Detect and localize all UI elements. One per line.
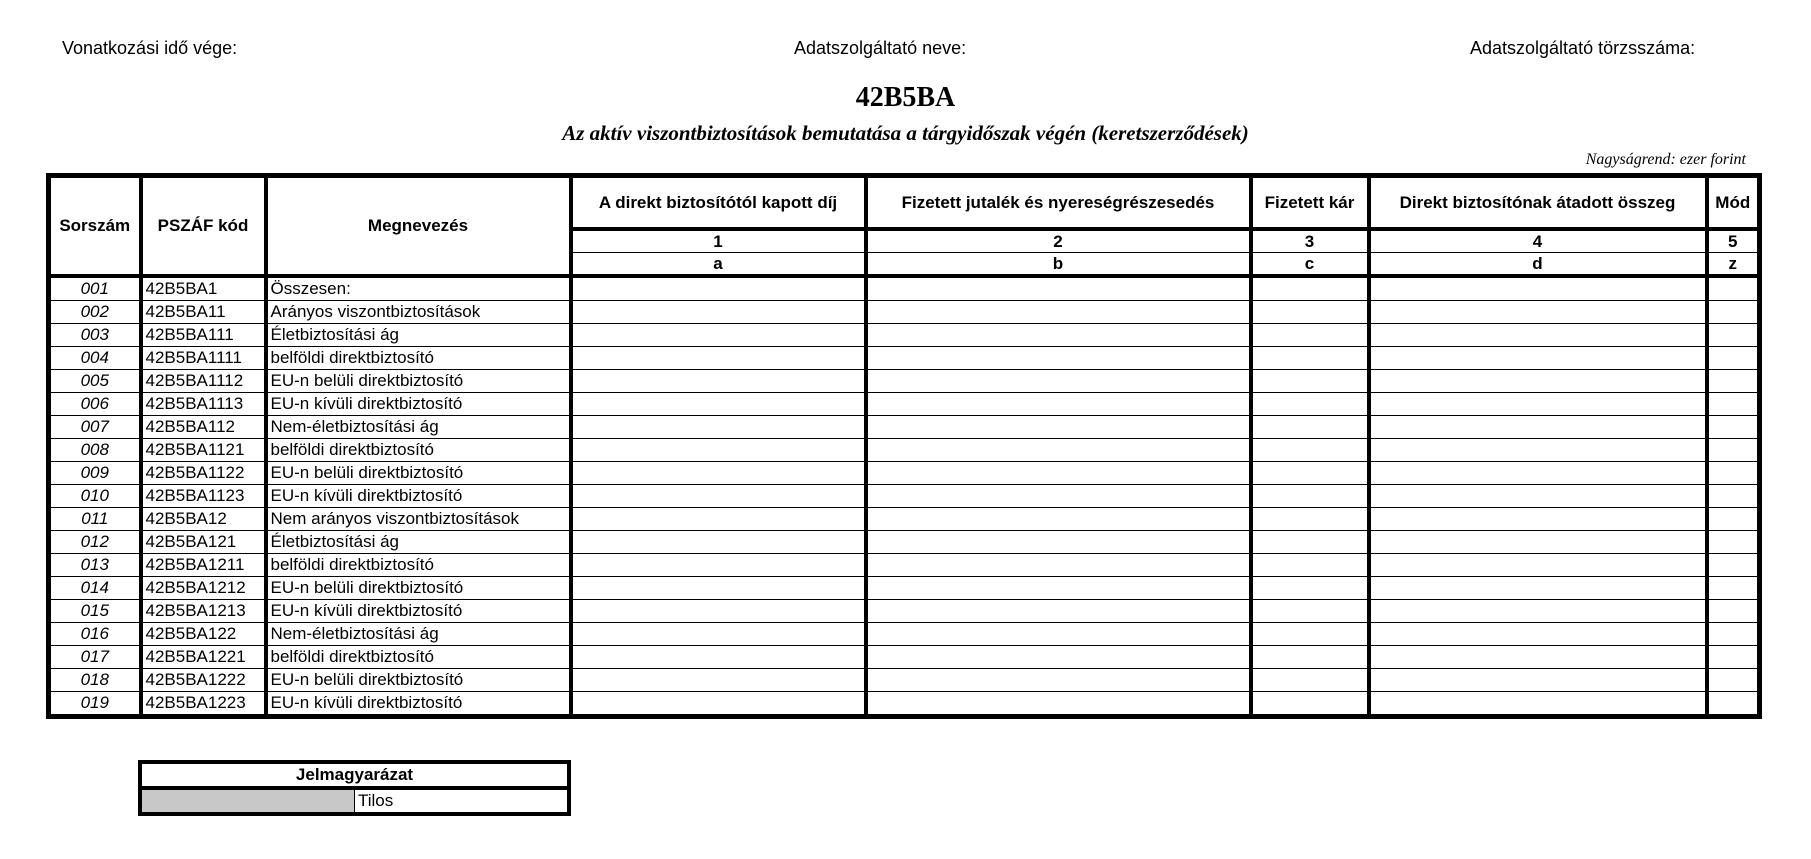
- row-sorszam: 004: [49, 347, 141, 370]
- period-end-label: Vonatkozási idő vége:: [62, 38, 238, 58]
- row-megnevezes: Nem-életbiztosítási ág: [266, 416, 571, 439]
- row-megnevezes: belföldi direktbiztosító: [266, 554, 571, 577]
- value-cell-col-5[interactable]: [1707, 577, 1760, 600]
- row-megnevezes: EU-n kívüli direktbiztosító: [266, 692, 571, 717]
- value-cell-col-4[interactable]: [1369, 301, 1707, 324]
- table-row: [49, 301, 1760, 324]
- value-cell-col-5[interactable]: [1707, 600, 1760, 623]
- row-sorszam: 016: [49, 623, 141, 646]
- form-title: Az aktív viszontbiztosítások bemutatása a tárgyidőszak végén (keretszerződések): [562, 121, 1249, 145]
- value-cell-col-1[interactable]: [571, 646, 866, 669]
- value-cell-col-4[interactable]: [1369, 600, 1707, 623]
- table-row: [49, 600, 1760, 623]
- value-cell-col-5[interactable]: [1707, 669, 1760, 692]
- value-cell-col-1[interactable]: [571, 301, 866, 324]
- value-cell-col-2[interactable]: [866, 393, 1251, 416]
- value-cell-col-4[interactable]: [1369, 324, 1707, 347]
- row-pszaf-kod: 42B5BA121: [141, 531, 266, 554]
- value-cell-col-2[interactable]: [866, 669, 1251, 692]
- row-megnevezes: belföldi direktbiztosító: [266, 646, 571, 669]
- header-col-4-number: 4: [1369, 229, 1707, 253]
- value-cell-col-1[interactable]: [571, 370, 866, 393]
- row-sorszam: 012: [49, 531, 141, 554]
- header-col-2-letter: b: [866, 253, 1251, 277]
- header-col-4-title: Direkt biztosítónak átadott összeg: [1369, 176, 1707, 230]
- row-sorszam: 002: [49, 301, 141, 324]
- value-cell-col-5[interactable]: [1707, 301, 1760, 324]
- value-cell-col-2[interactable]: [866, 508, 1251, 531]
- value-cell-col-5[interactable]: [1707, 462, 1760, 485]
- row-megnevezes: EU-n kívüli direktbiztosító: [266, 600, 571, 623]
- row-sorszam: 017: [49, 646, 141, 669]
- value-cell-col-4[interactable]: [1369, 646, 1707, 669]
- row-pszaf-kod: 42B5BA111: [141, 324, 266, 347]
- row-sorszam: 009: [49, 462, 141, 485]
- row-megnevezes: belföldi direktbiztosító: [266, 347, 571, 370]
- value-cell-col-5[interactable]: [1707, 646, 1760, 669]
- value-cell-col-4[interactable]: [1369, 623, 1707, 646]
- value-cell-col-3[interactable]: [1251, 554, 1369, 577]
- row-sorszam: 007: [49, 416, 141, 439]
- value-cell-col-3[interactable]: [1251, 347, 1369, 370]
- row-pszaf-kod: 42B5BA1212: [141, 577, 266, 600]
- value-cell-col-2[interactable]: [866, 416, 1251, 439]
- row-pszaf-kod: 42B5BA112: [141, 416, 266, 439]
- value-cell-col-2[interactable]: [866, 554, 1251, 577]
- row-sorszam: 011: [49, 508, 141, 531]
- value-cell-col-4[interactable]: [1369, 554, 1707, 577]
- value-cell-col-2[interactable]: [866, 600, 1251, 623]
- value-cell-col-2[interactable]: [866, 531, 1251, 554]
- value-cell-col-1[interactable]: [571, 577, 866, 600]
- header-col-3-letter: c: [1251, 253, 1369, 277]
- header-col-5-number: 5: [1707, 229, 1760, 253]
- value-cell-col-5[interactable]: [1707, 623, 1760, 646]
- legend-table: [138, 760, 571, 816]
- value-cell-col-2[interactable]: [866, 370, 1251, 393]
- row-megnevezes: Életbiztosítási ág: [266, 531, 571, 554]
- value-cell-col-1[interactable]: [571, 393, 866, 416]
- row-sorszam: 014: [49, 577, 141, 600]
- row-megnevezes: Összesen:: [266, 276, 571, 301]
- value-cell-col-4[interactable]: [1369, 439, 1707, 462]
- value-cell-col-2[interactable]: [866, 485, 1251, 508]
- forbidden-label: Tilos: [355, 788, 570, 814]
- row-megnevezes: Nem-életbiztosítási ág: [266, 623, 571, 646]
- row-megnevezes: EU-n belüli direktbiztosító: [266, 370, 571, 393]
- header-col-2-number: 2: [866, 229, 1251, 253]
- header-megnevezes: Megnevezés: [266, 176, 571, 277]
- header-col-2-title: Fizetett jutalék és nyereségrészesedés: [866, 176, 1251, 230]
- row-megnevezes: EU-n belüli direktbiztosító: [266, 462, 571, 485]
- row-pszaf-kod: 42B5BA1213: [141, 600, 266, 623]
- table-row: [49, 692, 1760, 717]
- row-megnevezes: EU-n kívüli direktbiztosító: [266, 485, 571, 508]
- table-row: [49, 462, 1760, 485]
- value-cell-col-1[interactable]: [571, 416, 866, 439]
- unit-note: Nagyságrend: ezer forint: [1585, 151, 1746, 168]
- row-pszaf-kod: 42B5BA1223: [141, 692, 266, 717]
- value-cell-col-5[interactable]: [1707, 508, 1760, 531]
- value-cell-col-4[interactable]: [1369, 485, 1707, 508]
- value-cell-col-4[interactable]: [1369, 577, 1707, 600]
- row-pszaf-kod: 42B5BA1222: [141, 669, 266, 692]
- row-sorszam: 005: [49, 370, 141, 393]
- value-cell-col-5[interactable]: [1707, 554, 1760, 577]
- header-col-3-title: Fizetett kár: [1251, 176, 1369, 230]
- table-row: [49, 324, 1760, 347]
- table-row: [49, 577, 1760, 600]
- header-col-1-number: 1: [571, 229, 866, 253]
- header-col-1-letter: a: [571, 253, 866, 277]
- row-pszaf-kod: 42B5BA1221: [141, 646, 266, 669]
- value-cell-col-3[interactable]: [1251, 370, 1369, 393]
- header-col-4-letter: d: [1369, 253, 1707, 277]
- value-cell-col-3[interactable]: [1251, 324, 1369, 347]
- row-sorszam: 006: [49, 393, 141, 416]
- table-row: [49, 623, 1760, 646]
- table-row: [49, 439, 1760, 462]
- value-cell-col-5[interactable]: [1707, 416, 1760, 439]
- row-pszaf-kod: 42B5BA1111: [141, 347, 266, 370]
- value-cell-col-3[interactable]: [1251, 531, 1369, 554]
- value-cell-col-5[interactable]: [1707, 531, 1760, 554]
- value-cell-col-1[interactable]: [571, 347, 866, 370]
- table-row: [49, 554, 1760, 577]
- value-cell-col-1[interactable]: [571, 623, 866, 646]
- value-cell-col-1[interactable]: [571, 531, 866, 554]
- value-cell-col-1[interactable]: [571, 439, 866, 462]
- value-cell-col-5[interactable]: [1707, 485, 1760, 508]
- row-pszaf-kod: 42B5BA1122: [141, 462, 266, 485]
- forbidden-swatch: [140, 788, 355, 814]
- value-cell-col-5[interactable]: [1707, 347, 1760, 370]
- value-cell-col-5[interactable]: [1707, 370, 1760, 393]
- table-row: [49, 531, 1760, 554]
- header-col-1-title: A direkt biztosítótól kapott díj: [571, 176, 866, 230]
- value-cell-col-2[interactable]: [866, 347, 1251, 370]
- row-megnevezes: belföldi direktbiztosító: [266, 439, 571, 462]
- table-row: [49, 370, 1760, 393]
- value-cell-col-2[interactable]: [866, 692, 1251, 717]
- value-cell-col-2[interactable]: [866, 623, 1251, 646]
- value-cell-col-4[interactable]: [1369, 531, 1707, 554]
- report-table: [46, 173, 1762, 719]
- table-row: [49, 276, 1760, 301]
- header-col-3-number: 3: [1251, 229, 1369, 253]
- value-cell-col-2[interactable]: [866, 577, 1251, 600]
- row-megnevezes: EU-n belüli direktbiztosító: [266, 669, 571, 692]
- value-cell-col-3[interactable]: [1251, 301, 1369, 324]
- value-cell-col-3[interactable]: [1251, 416, 1369, 439]
- value-cell-col-4[interactable]: [1369, 462, 1707, 485]
- table-row: [49, 347, 1760, 370]
- value-cell-col-5[interactable]: [1707, 439, 1760, 462]
- value-cell-col-4[interactable]: [1369, 692, 1707, 717]
- provider-name-label: Adatszolgáltató neve:: [794, 38, 967, 58]
- value-cell-col-4[interactable]: [1369, 393, 1707, 416]
- row-pszaf-kod: 42B5BA1211: [141, 554, 266, 577]
- value-cell-col-3[interactable]: [1251, 276, 1369, 301]
- table-row: [49, 508, 1760, 531]
- value-cell-col-3[interactable]: [1251, 577, 1369, 600]
- form-code-heading: 42B5BA: [855, 82, 956, 113]
- row-megnevezes: Életbiztosítási ág: [266, 324, 571, 347]
- row-pszaf-kod: 42B5BA1121: [141, 439, 266, 462]
- table-row: [49, 416, 1760, 439]
- row-megnevezes: Arányos viszontbiztosítások: [266, 301, 571, 324]
- value-cell-col-1[interactable]: [571, 692, 866, 717]
- header-col-5-title: Mód: [1707, 176, 1760, 230]
- value-cell-col-1[interactable]: [571, 554, 866, 577]
- row-sorszam: 008: [49, 439, 141, 462]
- value-cell-col-1[interactable]: [571, 669, 866, 692]
- row-megnevezes: Nem arányos viszontbiztosítások: [266, 508, 571, 531]
- value-cell-col-3[interactable]: [1251, 439, 1369, 462]
- value-cell-col-3[interactable]: [1251, 623, 1369, 646]
- value-cell-col-2[interactable]: [866, 324, 1251, 347]
- row-pszaf-kod: 42B5BA12: [141, 508, 266, 531]
- value-cell-col-5[interactable]: [1707, 276, 1760, 301]
- header-sorszam: Sorszám: [49, 176, 141, 277]
- table-row: [49, 669, 1760, 692]
- value-cell-col-2[interactable]: [866, 646, 1251, 669]
- value-cell-col-3[interactable]: [1251, 692, 1369, 717]
- table-row: [49, 485, 1760, 508]
- value-cell-col-4[interactable]: [1369, 508, 1707, 531]
- row-megnevezes: EU-n kívüli direktbiztosító: [266, 393, 571, 416]
- row-pszaf-kod: 42B5BA122: [141, 623, 266, 646]
- row-pszaf-kod: 42B5BA1: [141, 276, 266, 301]
- value-cell-col-4[interactable]: [1369, 416, 1707, 439]
- value-cell-col-5[interactable]: [1707, 393, 1760, 416]
- value-cell-col-3[interactable]: [1251, 508, 1369, 531]
- row-pszaf-kod: 42B5BA11: [141, 301, 266, 324]
- value-cell-col-5[interactable]: [1707, 324, 1760, 347]
- row-sorszam: 003: [49, 324, 141, 347]
- row-pszaf-kod: 42B5BA1113: [141, 393, 266, 416]
- table-row: [49, 393, 1760, 416]
- value-cell-col-4[interactable]: [1369, 669, 1707, 692]
- value-cell-col-4[interactable]: [1369, 347, 1707, 370]
- row-sorszam: 001: [49, 276, 141, 301]
- value-cell-col-3[interactable]: [1251, 485, 1369, 508]
- value-cell-col-5[interactable]: [1707, 692, 1760, 717]
- value-cell-col-1[interactable]: [571, 508, 866, 531]
- value-cell-col-3[interactable]: [1251, 600, 1369, 623]
- value-cell-col-1[interactable]: [571, 324, 866, 347]
- row-sorszam: 018: [49, 669, 141, 692]
- value-cell-col-3[interactable]: [1251, 646, 1369, 669]
- header-pszaf-kod: PSZÁF kód: [141, 176, 266, 277]
- value-cell-col-2[interactable]: [866, 301, 1251, 324]
- value-cell-col-2[interactable]: [866, 439, 1251, 462]
- provider-reg-number-label: Adatszolgáltató törzsszáma:: [1470, 38, 1696, 58]
- row-pszaf-kod: 42B5BA1123: [141, 485, 266, 508]
- value-cell-col-3[interactable]: [1251, 393, 1369, 416]
- value-cell-col-4[interactable]: [1369, 276, 1707, 301]
- row-sorszam: 013: [49, 554, 141, 577]
- row-megnevezes: EU-n belüli direktbiztosító: [266, 577, 571, 600]
- legend-title: Jelmagyarázat: [140, 762, 569, 788]
- row-sorszam: 015: [49, 600, 141, 623]
- value-cell-col-1[interactable]: [571, 600, 866, 623]
- value-cell-col-1[interactable]: [571, 462, 866, 485]
- value-cell-col-4[interactable]: [1369, 370, 1707, 393]
- value-cell-col-2[interactable]: [866, 462, 1251, 485]
- row-pszaf-kod: 42B5BA1112: [141, 370, 266, 393]
- header-col-5-letter: z: [1707, 253, 1760, 277]
- value-cell-col-2[interactable]: [866, 276, 1251, 301]
- table-row: [49, 646, 1760, 669]
- row-sorszam: 019: [49, 692, 141, 717]
- value-cell-col-1[interactable]: [571, 276, 866, 301]
- value-cell-col-3[interactable]: [1251, 669, 1369, 692]
- row-sorszam: 010: [49, 485, 141, 508]
- value-cell-col-1[interactable]: [571, 485, 866, 508]
- value-cell-col-3[interactable]: [1251, 462, 1369, 485]
